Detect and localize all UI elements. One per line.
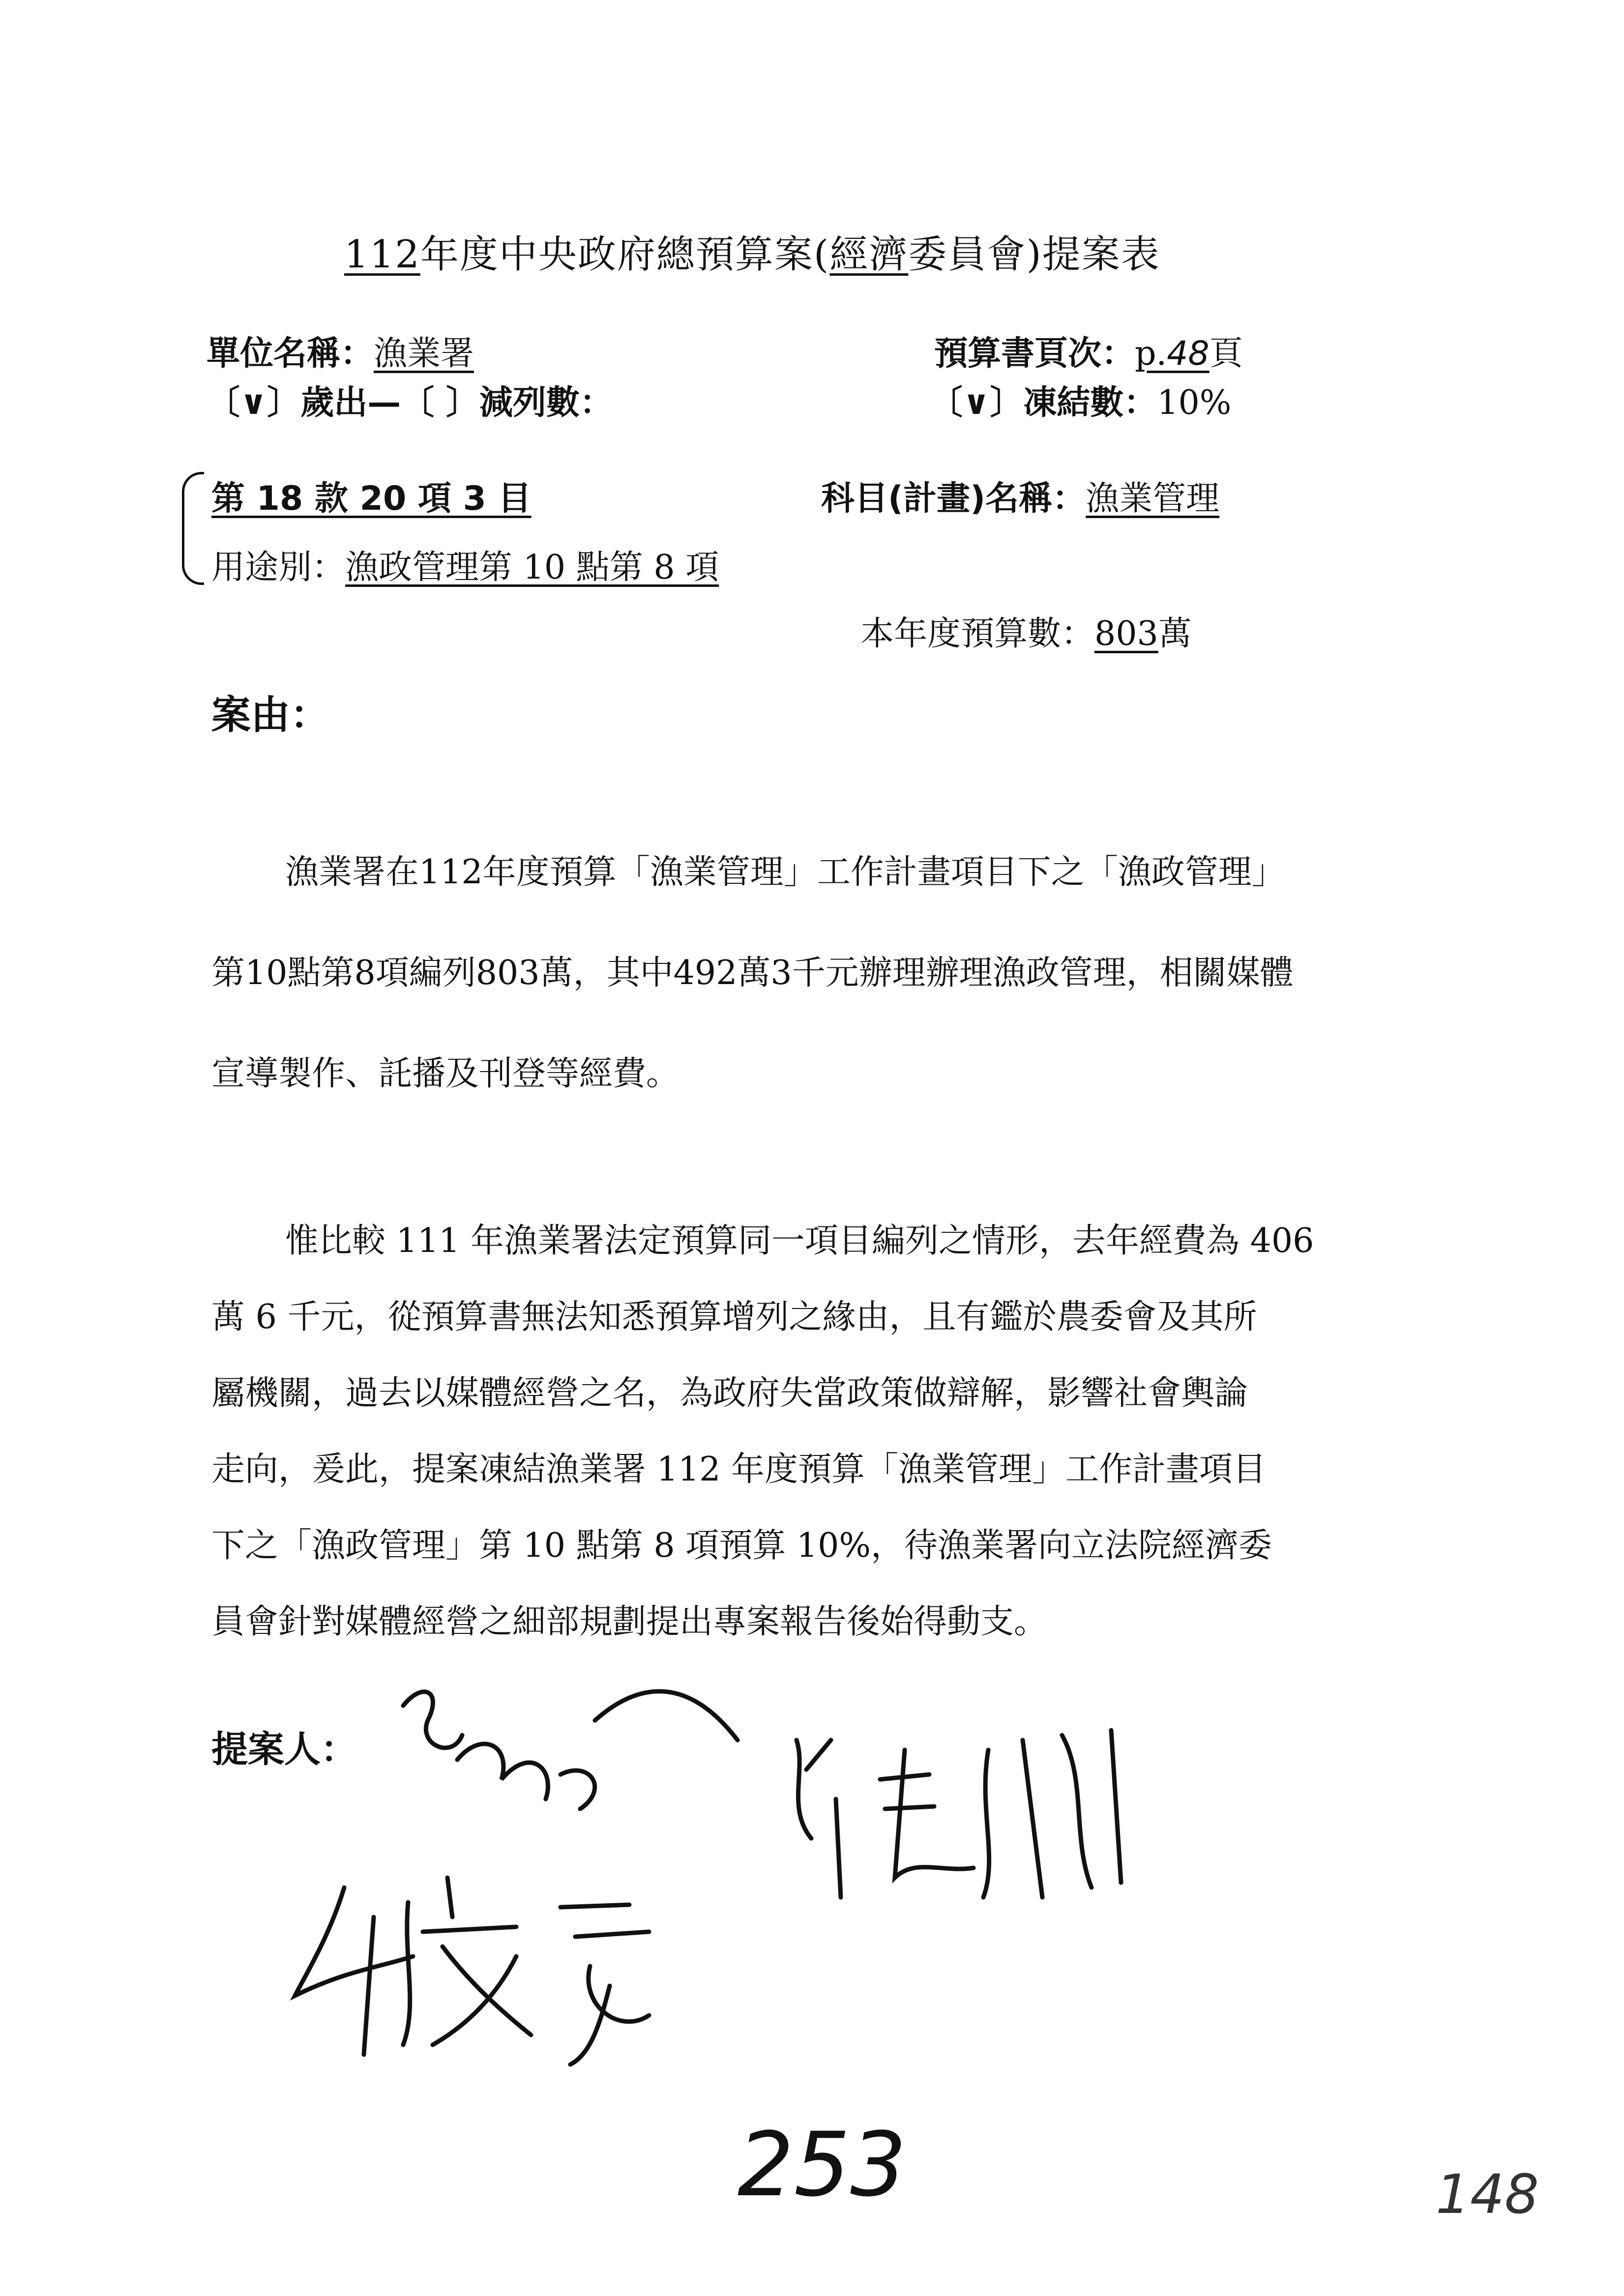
budget-row [860, 607, 1192, 655]
para2-line2: 萬 6 千元，從預算書無法知悉預算增列之緣由，且有鑑於農委會及其所 [211, 1298, 1257, 1337]
budget-label: 本年度預算數： [860, 614, 1095, 653]
proposer-label: 提案人： [211, 1728, 357, 1771]
para2-line1: 惟比較 111 年漁業署法定預算同一項目編列之情形，去年經費為 406 [285, 1221, 1314, 1260]
subject-value: 漁業管理 [1086, 479, 1220, 518]
freeze-label: 〔∨〕凍結數： [929, 383, 1157, 422]
title-committee: 經濟 [829, 233, 909, 277]
freeze-value: 10% [1157, 383, 1232, 422]
page-ref-value: 48 [1167, 334, 1210, 373]
para1-line1: 漁業署在112年度預算「漁業管理」工作計畫項目下之「漁政管理」 [285, 853, 1285, 892]
budget-value: 803 [1094, 614, 1158, 653]
page-ref-prefix: p. [1135, 334, 1167, 373]
para1-line2: 第10點第8項編列803萬，其中492萬3千元辦理辦理漁政管理，相關媒體 [211, 954, 1294, 992]
use-label: 用途別： [211, 548, 346, 587]
use-value: 漁政管理第 10 點第 8 項 [345, 548, 719, 587]
title-year: 112 [344, 233, 420, 277]
page-ref-label: 預算書頁次： [934, 334, 1135, 373]
subject-label: 科目(計畫)名稱： [821, 479, 1086, 518]
corner-number: 148 [1436, 2163, 1539, 2226]
unit-label: 單位名稱： [207, 334, 374, 373]
signature-2 [767, 1711, 1160, 1917]
page-ref-suffix: 頁 [1209, 334, 1243, 373]
para2-line6: 員會針對媒體經營之細部規劃提出專案報告後始得動支。 [211, 1602, 1048, 1641]
signature-1 [384, 1661, 767, 1848]
para2-line5: 下之「漁政管理」第 10 點第 8 項預算 10%，待漁業署向立法院經濟委 [211, 1526, 1272, 1565]
para2-line3: 屬機關，過去以媒體經營之名，為政府失當政策做辯解，影響社會輿論 [211, 1374, 1248, 1413]
expense-option: 〔∨〕歲出—〔 〕減列數： [207, 383, 613, 422]
unit-row [207, 327, 474, 375]
title-pre: 年度中央政府總預算案( [420, 233, 830, 277]
section-code: 第 18 款 20 項 3 目 [211, 479, 531, 518]
unit-value: 漁業署 [374, 334, 474, 373]
page-title [344, 224, 1160, 279]
para2-line4: 走向，爰此，提案凍結漁業署 112 年度預算「漁業管理」工作計畫項目 [211, 1450, 1267, 1489]
title-post: 委員會)提案表 [908, 233, 1160, 277]
subject-row [821, 472, 1219, 520]
budget-unit: 萬 [1158, 614, 1192, 653]
page-ref-row [934, 327, 1243, 375]
para1-line3: 宣導製作、託播及刊登等經費。 [211, 1054, 680, 1093]
section-bracket [182, 472, 204, 585]
reason-heading: 案由： [211, 692, 329, 738]
page-number: 253 [738, 2114, 907, 2216]
freeze-row [929, 376, 1231, 424]
use-row [211, 541, 719, 588]
signature-3 [285, 1858, 669, 2074]
